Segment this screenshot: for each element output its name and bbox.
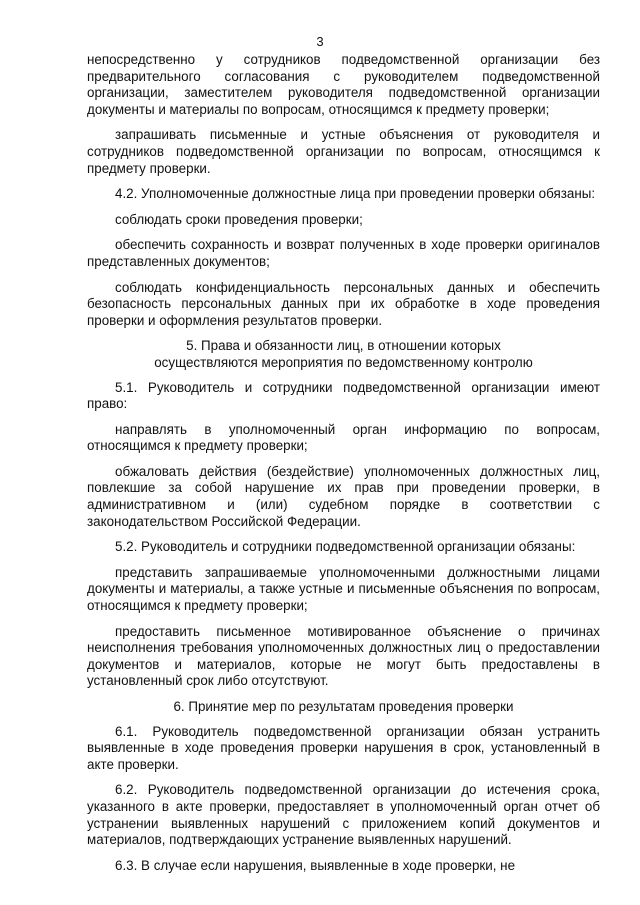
section-6-heading: 6. Принятие мер по результатам проведения проверки bbox=[173, 699, 514, 714]
paragraph: обжаловать действия (бездействие) уполномоченных должностных лиц, повлекшие за собой нарушение их прав при проведении проверки, в административном и (или) судебном порядке в соответствии с законодательством Российской Федерации. bbox=[87, 463, 600, 529]
section-5-heading-line-1: 5. Права и обязанности лиц, в отношении которых bbox=[186, 338, 501, 354]
document-body bbox=[87, 52, 600, 883]
paragraph: обеспечить сохранность и возврат полученных в ходе проверки оригиналов представленных документов; bbox=[87, 237, 600, 269]
paragraph: непосредственно у сотрудников подведомственной организации без предварительного согласования с руководителем подведомственной организации, заместителем руководителя подведомственной организации документы и материалы по вопросам, относящимся к предмету проверки; bbox=[87, 52, 600, 117]
section-5-heading bbox=[87, 338, 600, 371]
paragraph: 5.2. Руководитель и сотрудники подведомственной организации обязаны: bbox=[115, 539, 576, 555]
paragraph: представить запрашиваемые уполномоченными должностными лицами документы и материалы, а также устные и письменные объяснения по вопросам, относящимся к предмету проверки; bbox=[87, 564, 600, 614]
paragraph: соблюдать конфиденциальность персональных данных и обеспечить безопасность персональных данных при их обработке в ходе проведения проверки и оформления результатов проверки. bbox=[87, 279, 600, 328]
paragraph: направлять в уполномоченный орган информацию по вопросам, относящимся к предмету проверки; bbox=[87, 421, 600, 454]
paragraph: соблюдать сроки проведения проверки; bbox=[115, 211, 363, 227]
paragraph: 6.2. Руководитель подведомственной организации до истечения срока, указанного в акте проверки, предоставляет в уполномоченный орган отчет об устранении выявленных нарушений с приложением копий документов и материалов, подтверждающих устранение выявленных нарушений. bbox=[87, 782, 600, 848]
paragraph: запрашивать письменные и устные объяснения от руководителя и сотрудников подведомственной организации по вопросам, относящимся к предмету проверки. bbox=[87, 127, 600, 176]
page-number: 3 bbox=[316, 34, 324, 49]
paragraph: 6.1. Руководитель подведомственной организации обязан устранить выявленные в ходе проведения проверки нарушения в срок, установленный в акте проверки. bbox=[87, 723, 600, 772]
paragraph: 6.3. В случае если нарушения, выявленные в ходе проверки, не bbox=[115, 857, 516, 873]
section-5-heading-line-2: осуществляются мероприятия по ведомственному контролю bbox=[154, 354, 533, 370]
paragraph: предоставить письменное мотивированное объяснение о причинах неисполнения требования уполномоченных должностных лиц о предоставлении документов и материалов, которые не могут быть предоставлены в установленный срок либо отсутствуют. bbox=[87, 623, 600, 689]
paragraph: 5.1. Руководитель и сотрудники подведомственной организации имеют право: bbox=[87, 379, 600, 412]
paragraph: 4.2. Уполномоченные должностные лица при проведении проверки обязаны: bbox=[115, 186, 596, 202]
